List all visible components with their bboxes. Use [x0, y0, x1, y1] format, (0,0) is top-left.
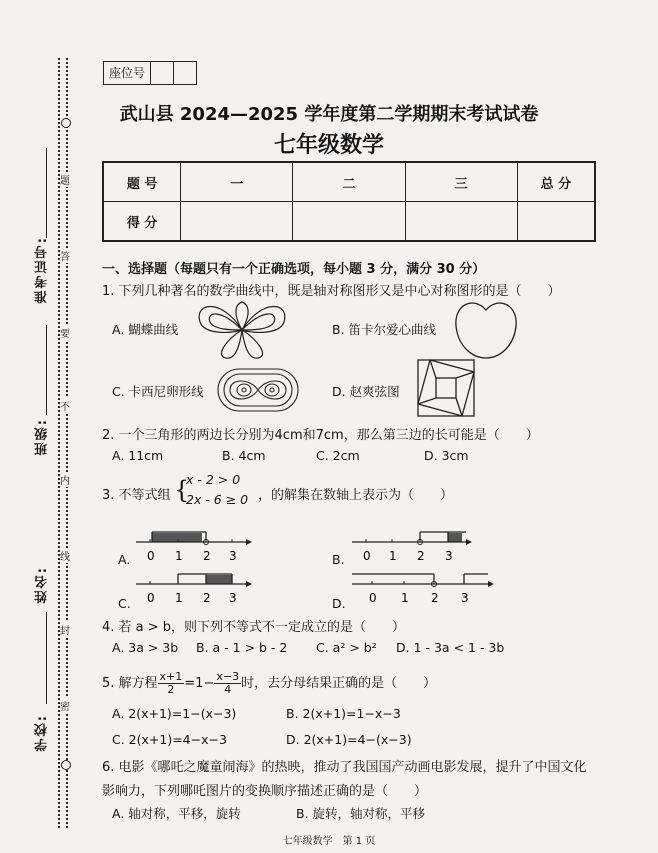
- q3-system-line1: x - 2 > 0: [186, 472, 241, 487]
- seal-char-6: 线: [60, 548, 70, 563]
- name-label: 姓名:: [35, 566, 50, 604]
- q5-fraction-1: $\frac{x+1}{2}$: [159, 670, 183, 696]
- q3-numberline-b: [348, 524, 472, 570]
- tick-2: 2: [417, 549, 425, 563]
- q5-stem: [102, 670, 436, 698]
- q5-fraction-2: $\frac{x-3}{4}$: [216, 670, 240, 696]
- tick-1: 1: [389, 549, 397, 563]
- tick-2: 2: [431, 591, 439, 605]
- class-field[interactable]: [46, 325, 47, 415]
- q4-option-a[interactable]: A. 3a > 3b: [112, 640, 179, 655]
- q3-option-d[interactable]: D.: [332, 596, 346, 611]
- q1-option-a[interactable]: A. 蝴蝶曲线: [112, 322, 179, 337]
- q4-option-b[interactable]: B. a - 1 > b - 2: [196, 640, 288, 655]
- cassini-oval-figure: [216, 366, 300, 414]
- q3-option-a[interactable]: A.: [118, 552, 131, 567]
- q6-option-b[interactable]: B. 旋转，轴对称，平移: [296, 806, 426, 821]
- q5-option-c[interactable]: C. 2(x+1)=4−x−3: [112, 732, 227, 747]
- tick-1: 1: [175, 591, 183, 605]
- q1-option-c[interactable]: C. 卡西尼卵形线: [112, 384, 204, 399]
- q5-stem-post: 时，去分母结果正确的是（ ）: [241, 676, 437, 691]
- q3-system-line2: 2x - 6 ≥ 0: [186, 492, 249, 507]
- score-cell-2[interactable]: [293, 202, 405, 242]
- q5-option-b[interactable]: B. 2(x+1)=1−x−3: [286, 706, 401, 721]
- q3-option-c[interactable]: C.: [118, 596, 131, 611]
- q3-stem-pre: 3. 不等式组: [102, 488, 171, 503]
- tick-0: 0: [363, 549, 371, 563]
- binding-hole-bottom: [61, 760, 71, 770]
- q2-option-b[interactable]: B. 4cm: [222, 448, 266, 463]
- q4-stem: 4. 若 a > b，则下列不等式不一定成立的是（ ）: [102, 620, 406, 635]
- tick-3: 3: [229, 549, 237, 563]
- q1-option-b[interactable]: B. 笛卡尔爱心曲线: [332, 322, 437, 337]
- seal-char-7: 封: [60, 622, 70, 637]
- q6-line1: 6. 电影《哪吒之魔童闹海》的热映，推动了我国国产动画电影发展，提升了中国文化: [102, 760, 587, 775]
- seat-number-cell-1[interactable]: [151, 62, 174, 84]
- tick-2: 2: [203, 591, 211, 605]
- school-label: 学校:: [35, 714, 50, 752]
- score-header-2: 二: [293, 162, 405, 202]
- q4-option-d[interactable]: D. 1 - 3a < 1 - 3b: [396, 640, 505, 655]
- seal-char-1: 题: [60, 172, 70, 187]
- q1-option-d[interactable]: D. 赵爽弦图: [332, 384, 400, 399]
- q3-numberline-d: [348, 566, 496, 612]
- tick-1: 1: [401, 591, 409, 605]
- q5-mid: =1−: [184, 676, 215, 691]
- seal-char-3: 要: [60, 325, 70, 340]
- zhao-shuang-figure: [416, 358, 476, 418]
- score-row-label: 得 分: [103, 202, 181, 242]
- tick-3: 3: [229, 591, 237, 605]
- score-header-total: 总 分: [517, 162, 595, 202]
- q1-stem: 1. 下列几种著名的数学曲线中，既是轴对称图形又是中心对称图形的是（ ）: [102, 284, 561, 299]
- seat-number-label: 座位号: [104, 62, 151, 84]
- page-footer: 七年级数学 第 1 页: [282, 836, 376, 847]
- q2-option-d[interactable]: D. 3cm: [424, 448, 469, 463]
- q3-stem-post: ，的解集在数轴上表示为（ ）: [258, 488, 454, 503]
- q6-option-a[interactable]: A. 轴对称，平移，旋转: [112, 806, 241, 821]
- section1-heading: 一、选择题（每题只有一个正确选项，每小题 3 分，满分 30 分）: [102, 262, 486, 277]
- exam-number-label: 准考证号:: [35, 236, 50, 304]
- seal-char-8: 密: [60, 698, 70, 713]
- score-cell-total[interactable]: [517, 202, 595, 242]
- score-header-1: 一: [181, 162, 293, 202]
- score-header-qno: 题 号: [103, 162, 181, 202]
- q2-option-c[interactable]: C. 2cm: [316, 448, 360, 463]
- q3-numberline-a: [132, 524, 252, 570]
- tick-2: 2: [203, 549, 211, 563]
- tick-0: 0: [147, 591, 155, 605]
- tick-0: 0: [369, 591, 377, 605]
- butterfly-curve-figure: [192, 300, 292, 362]
- seal-char-2: 答: [60, 248, 70, 263]
- q3-numberline-c: [132, 566, 252, 612]
- tick-0: 0: [147, 549, 155, 563]
- q5-option-a[interactable]: A. 2(x+1)=1−(x−3): [112, 706, 237, 721]
- seal-char-4: 不: [60, 398, 70, 413]
- q2-stem: 2. 一个三角形的两边长分别为4cm和7cm，那么第三边的长可能是（ ）: [102, 428, 539, 443]
- score-cell-1[interactable]: [181, 202, 293, 242]
- exam-number-field[interactable]: [46, 148, 47, 238]
- score-cell-3[interactable]: [405, 202, 517, 242]
- q2-option-a[interactable]: A. 11cm: [112, 448, 164, 463]
- tick-3: 3: [445, 549, 453, 563]
- tick-1: 1: [175, 549, 183, 563]
- q6-line2: 影响力，下列哪吒图片的变换顺序描述正确的是（ ）: [102, 784, 428, 799]
- seal-char-5: 内: [60, 472, 70, 487]
- q5-stem-pre: 5. 解方程: [102, 676, 158, 691]
- exam-title: 武山县 2024—2025 学年度第二学期期末考试试卷: [119, 104, 539, 125]
- class-label: 班级:: [35, 418, 50, 456]
- q3-option-b[interactable]: B.: [332, 552, 345, 567]
- seat-number-cell-2[interactable]: [174, 62, 196, 84]
- cardioid-curve-figure: [452, 298, 520, 362]
- school-field-upper: [46, 660, 47, 704]
- q5-option-d[interactable]: D. 2(x+1)=4−(x−3): [286, 732, 412, 747]
- tick-3: 3: [461, 591, 469, 605]
- subject-title: 七年级数学: [273, 133, 384, 158]
- score-header-3: 三: [405, 162, 517, 202]
- q4-option-c[interactable]: C. a² > b²: [316, 640, 377, 655]
- score-table: [102, 161, 596, 242]
- q3-brace: {: [174, 476, 190, 504]
- seat-number-box: [103, 61, 197, 85]
